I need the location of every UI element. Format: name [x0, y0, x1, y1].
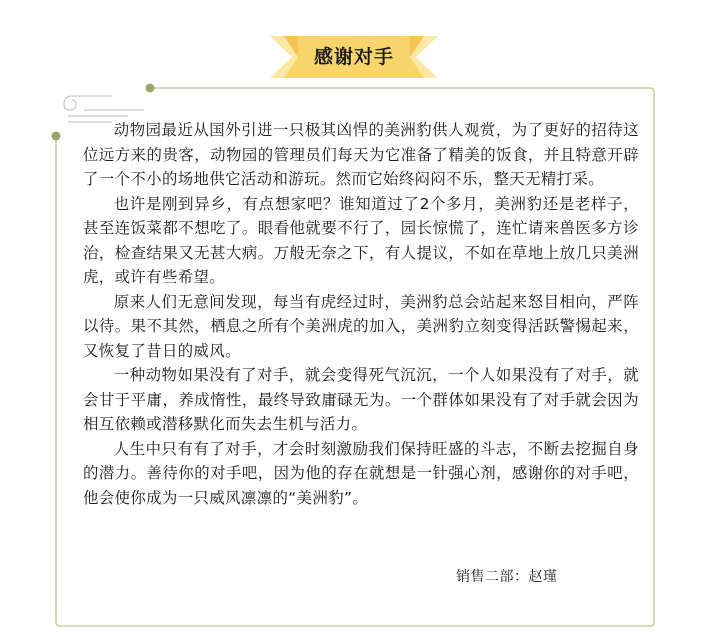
paragraph-2: 也许是刚到异乡，有点想家吧？谁知道过了2个多月，美洲豹还是老样子，甚至连饭菜都不想吃了。眼看他就要不行了，园长惊慌了，连忙请来兽医多方诊治，检查结果又无甚大病。万般无奈之下，有人提议，不如在草地上放几只美洲虎，或许有些希望。 — [83, 194, 639, 286]
frame-dot-left — [52, 132, 61, 141]
paragraph-3: 原来人们无意间发现，每当有虎经过时，美洲豹总会站起来怒目相向，严阵以待。果不其然，栖息之所有个美洲虎的加入，美洲豹立刻变得活跃警惕起来，又恢复了昔日的威风。 — [83, 292, 639, 360]
paragraph-1: 动物园最近从国外引进一只极其凶悍的美洲豹供人观赏，为了更好的招待这位远方来的贵客，动物园的管理员们每天为它准备了精美的饭食，并且特意开辟了一个不小的场地供它活动和游玩。然而它始终闷闷不乐，整天无精打采。 — [83, 121, 639, 188]
paragraph-4: 一种动物如果没有了对手，就会变得死气沉沉，一个人如果没有了对手，就会甘于平庸，养成惰性，最终导致庸碌无为。一个群体如果没有了对手就会因为相互依赖或潜移默化而失去生机与活力。 — [83, 366, 639, 433]
author-signature: 销售二部：赵瑾 — [456, 569, 558, 585]
frame-dot-top — [146, 84, 155, 93]
paragraph-5: 人生中只有有了对手，才会时刻激励我们保持旺盛的斗志，不断去挖掘自身的潜力。善待你的对手吧，因为他的存在就想是一针强心剂，感谢你的对手吧，他会使你成为一只威风凛凛的“美洲豹”。 — [83, 439, 639, 507]
page-title: 感谢对手 — [313, 46, 394, 68]
article-body — [83, 118, 639, 510]
